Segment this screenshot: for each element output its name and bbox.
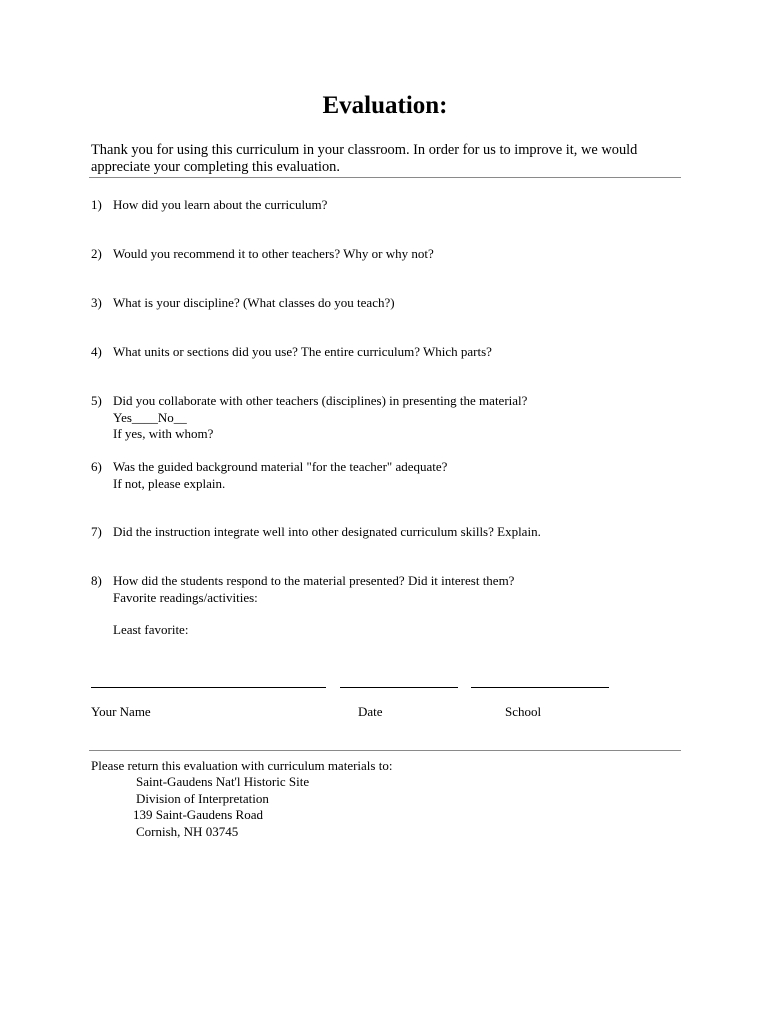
question-text: What units or sections did you use? The entire curriculum? Which parts? (113, 344, 492, 359)
question-text: What is your discipline? (What classes do you teach?) (113, 295, 395, 310)
question-text: Was the guided background material "for the teacher" adequate? (113, 459, 448, 474)
intro-line-1: Thank you for using this curriculum in your classroom. In order for us to improve it, we would (91, 142, 638, 158)
address-line-division: Division of Interpretation (136, 791, 269, 806)
address-line-site: Saint-Gaudens Nat'l Historic Site (136, 774, 310, 789)
question-text: How did you learn about the curriculum? (113, 197, 328, 212)
school-label: School (505, 704, 542, 719)
question-followup: If not, please explain. (113, 475, 226, 491)
question-followup: Favorite readings/activities: (113, 589, 258, 605)
question-number: 3) (91, 295, 102, 310)
your-name-label: Your Name (91, 704, 151, 719)
question-text: How did the students respond to the material presented? Did it interest them? (113, 573, 515, 588)
school-signature-line (471, 687, 609, 688)
question-text: Did you collaborate with other teachers (disciplines) in presenting the material? (113, 393, 528, 408)
return-instructions: Please return this evaluation with curriculum materials to: (91, 758, 393, 773)
page-title: Evaluation: (322, 92, 448, 119)
name-signature-line (91, 687, 326, 688)
date-label: Date (358, 704, 383, 719)
question-number: 2) (91, 246, 102, 261)
address-line-city: Cornish, NH 03745 (136, 824, 239, 839)
question-followup: If yes, with whom? (113, 426, 214, 441)
question-number: 7) (91, 524, 102, 539)
question-text: Would you recommend it to other teachers? Why or why not? (113, 246, 434, 261)
intro-paragraph (91, 142, 691, 176)
address-line-street: 139 Saint-Gaudens Road (133, 807, 263, 822)
question-number: 8) (91, 573, 102, 588)
question-number: 5) (91, 393, 102, 408)
intro-line-2: appreciate your completing this evaluation. (91, 159, 340, 175)
date-signature-line (340, 687, 458, 688)
question-number: 4) (91, 344, 102, 359)
bottom-divider (89, 750, 681, 751)
yes-no-blank: Yes____No__ (113, 409, 187, 425)
question-text: Did the instruction integrate well into other designated curriculum skills? Explain. (113, 524, 541, 539)
question-number: 1) (91, 197, 102, 212)
least-favorite-label: Least favorite: (113, 622, 189, 637)
question-number: 6) (91, 459, 102, 474)
top-divider (89, 177, 681, 178)
